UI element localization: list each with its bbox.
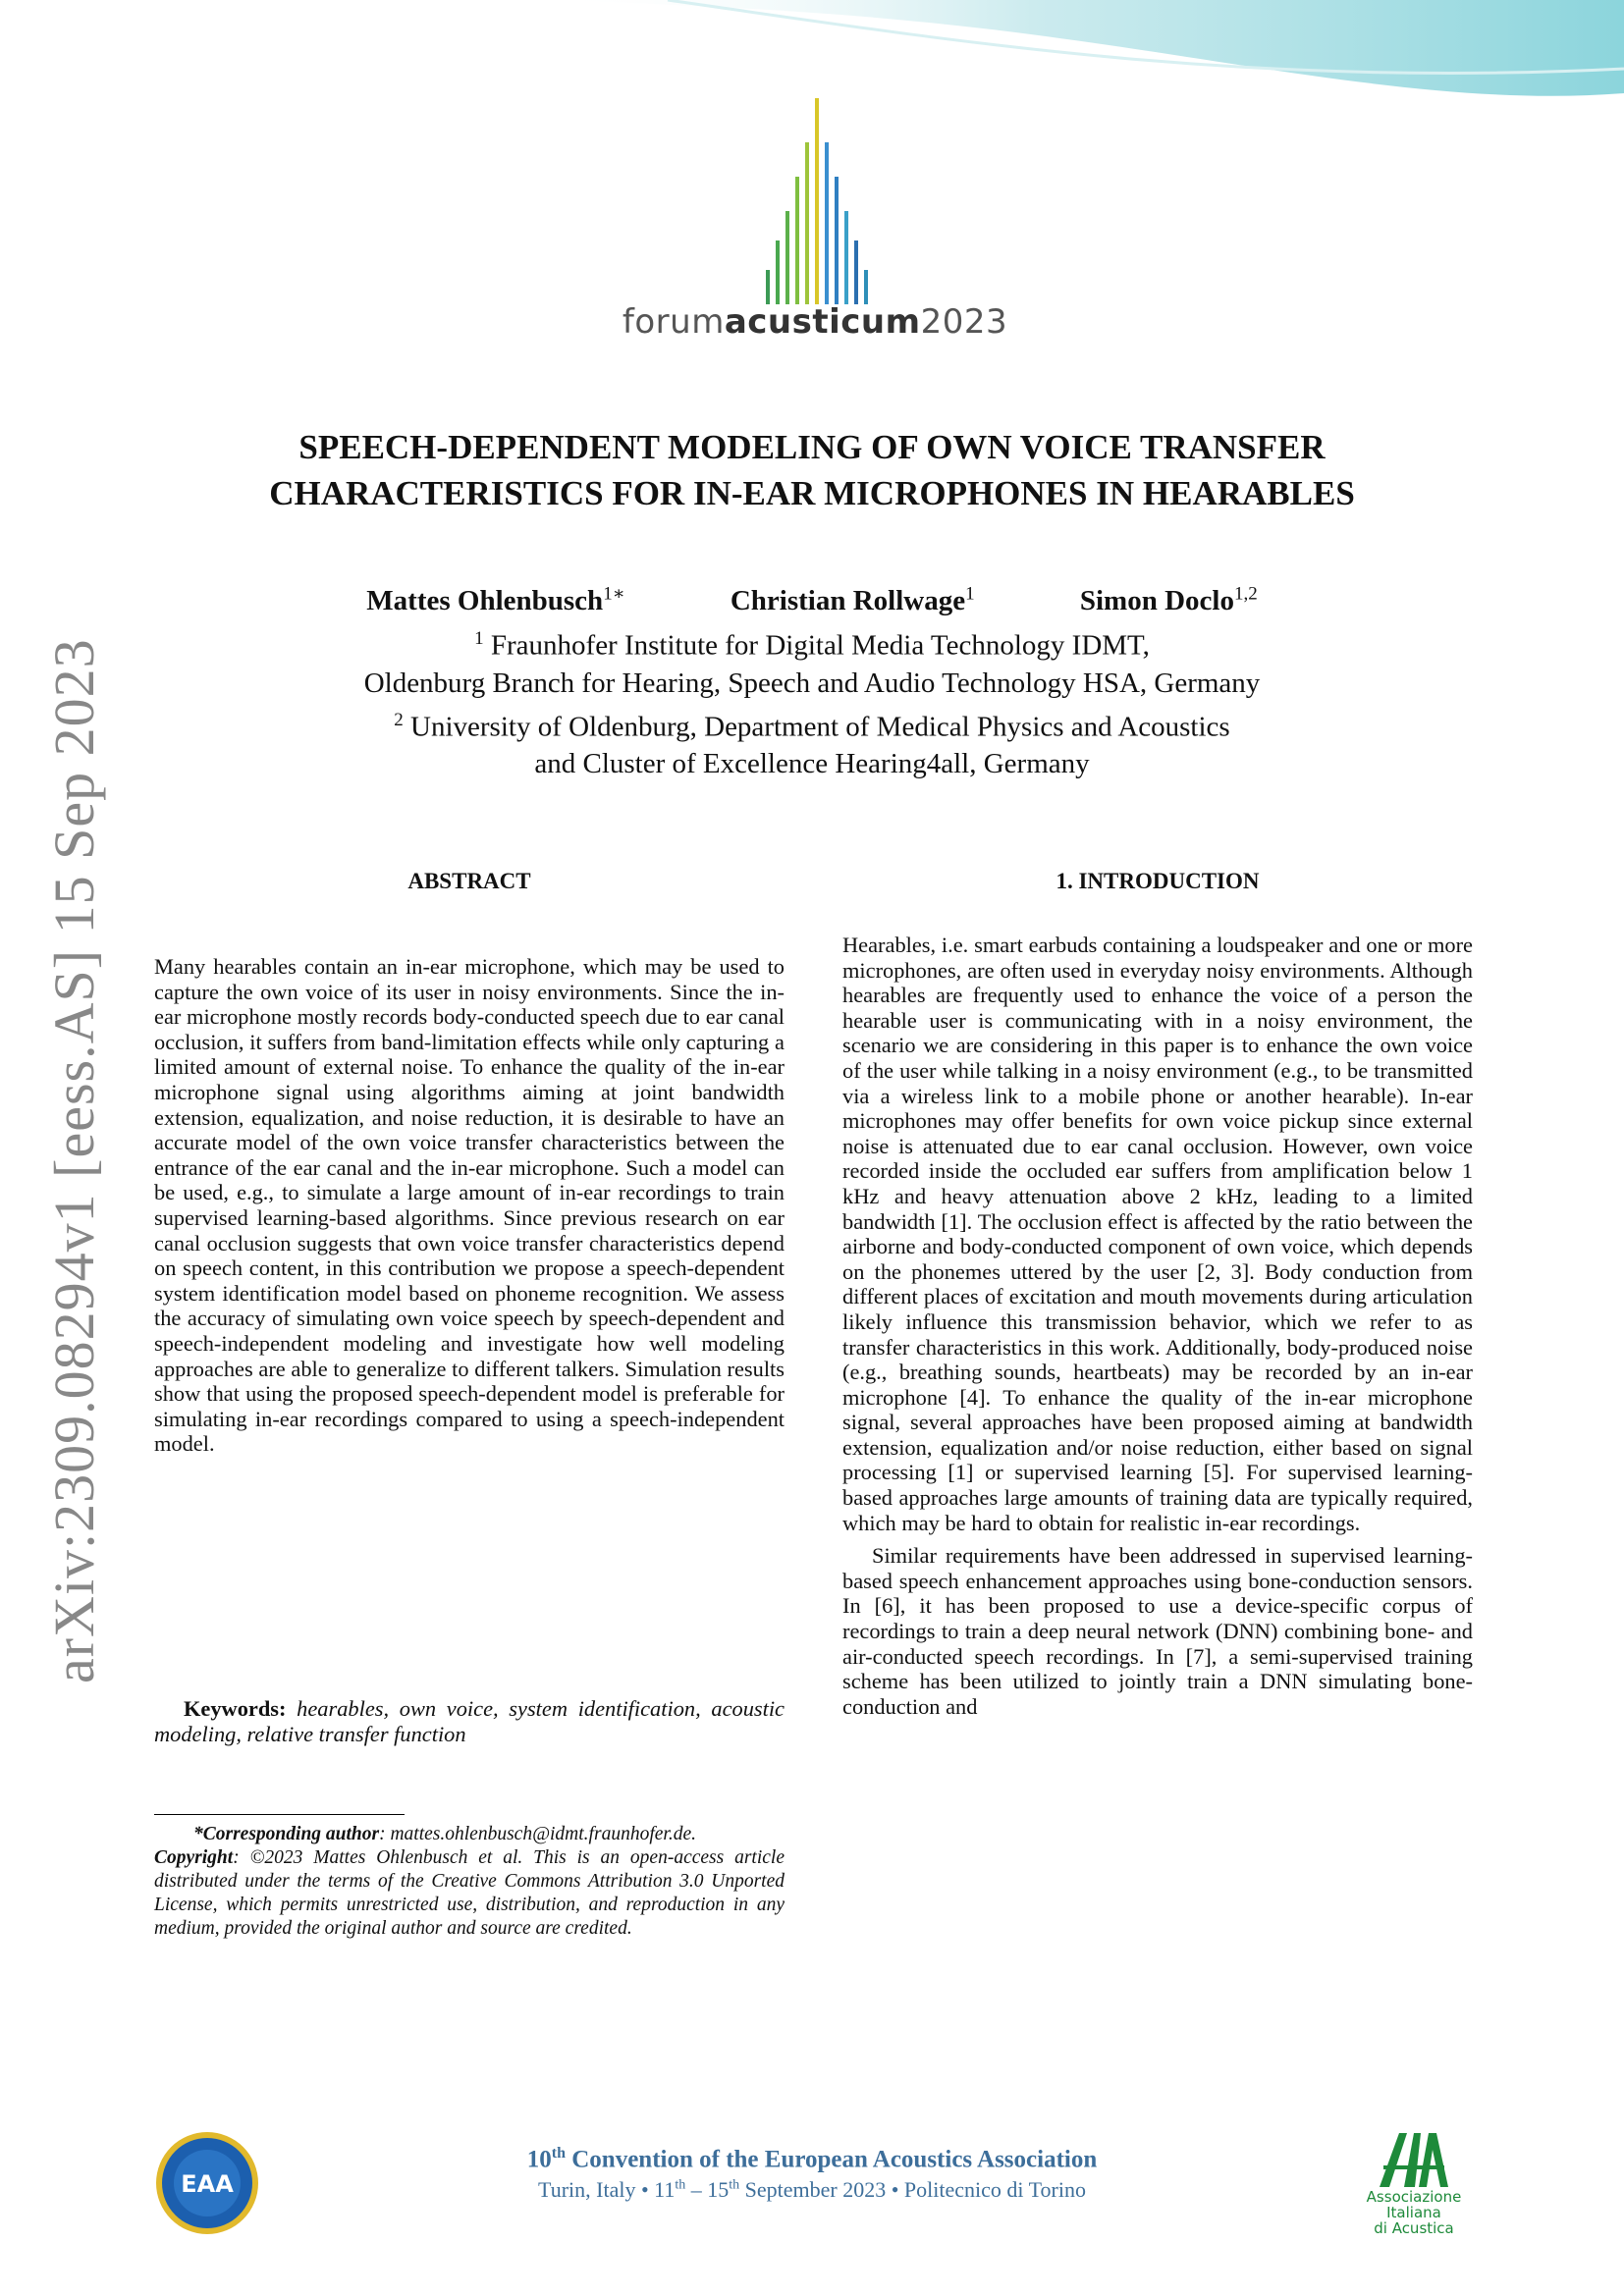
introduction-paragraph-1: Hearables, i.e. smart earbuds containing a loudspeaker and one or more microphones, are often used in everyday noisy environments. Although hearables are frequently used to enhance the voice of a person the hearable user is communicating with in a noisy environment, the scenario we are considering in this paper is to enhance the own voice of the user while talking in a noisy environment (e.g., to be transmitted via a wireless link to a mobile phone or another hearable). In-ear microphones may offer benefits for own voice pickup since external noise is attenuated due to ear canal occlusion. However, own voice recorded inside the occluded ear suffers from amplification below 1 kHz and heavy attenuation above 2 kHz, leading to a limited bandwidth [1]. The occlusion effect is affected by the ratio between the airborne and body-conducted component of own voice, which depends on the phonemes uttered by the user [2, 3]. Body conduction from different places of excitation and mouth movements during articulation likely influence this transmission behavior, which we refer to as transfer characteristics in this work. Additionally, body-produced noise (e.g., breathing sounds, heartbeats) may be recorded by an in-ear microphone [4]. To enhance the quality of the in-ear microphone signal, several approaches have been proposed aiming at bandwidth extension, equalization and/or noise reduction, either based on signal processing [1] or supervised learning [5]. For supervised learning-based approaches large amounts of training data are typically required, which may be hard to obtain for realistic in-ear recordings. — [842, 933, 1473, 1535]
introduction-paragraph-2: Similar requirements have been addressed in supervised learning-based speech enhancement approaches using bone-conduction sensors. In [6], it has been proposed to use a device-specific corpus of recordings to train a deep neural network (DNN) combining bone- and air-conducted speech recordings. In [7], a semi-supervised training scheme has been utilized to jointly train a DNN simulating bone-conduction and — [842, 1543, 1473, 1719]
footnote-author — [154, 1823, 785, 1846]
arxiv-stamp: arXiv:2309.08294v1 [eess.AS] 15 Sep 2023 — [42, 638, 106, 1683]
author-1 — [366, 585, 624, 616]
author-1-sup: 1∗ — [603, 583, 625, 604]
footer-loc-b: – 15 — [685, 2177, 730, 2202]
author-3 — [1080, 585, 1258, 616]
logo-text-year: 2023 — [920, 302, 1008, 342]
affiliation-1-sup: 1 — [474, 628, 484, 649]
eaa-logo-label: EAA — [181, 2170, 234, 2198]
introduction-body — [842, 933, 1473, 1719]
footer-loc-c: September 2023 • Politecnico di Torino — [739, 2177, 1086, 2202]
footer-conv-sup: th — [551, 2145, 566, 2162]
footnote-copyright-text: : ©2023 Mattes Ohlenbusch et al. This is an open-access article distributed under the terms of the Creative Commons Attribution 3.0 Unported License, which permits unrestricted use, distribution, and reproduction in any medium, provided the original author and source are credited. — [154, 1847, 785, 1939]
paper-title — [147, 424, 1477, 516]
affiliation-2-text: University of Oldenburg, Department of Medical Physics and Acoustics — [403, 711, 1230, 743]
author-1-name: Mattes Ohlenbusch — [366, 584, 604, 616]
keywords-label: Keywords: — [184, 1696, 287, 1721]
aia-logo-text — [1345, 2189, 1483, 2236]
introduction-heading: 1. INTRODUCTION — [1056, 869, 1260, 893]
author-3-name: Simon Doclo — [1079, 584, 1234, 616]
author-2-name: Christian Rollwage — [730, 584, 966, 616]
footer-convention — [412, 2145, 1212, 2173]
author-3-sup: 1,2 — [1233, 583, 1258, 604]
abstract-body: Many hearables contain an in-ear microphone, which may be used to capture the own voice of its user in noisy environments. Since the in-ear microphone mostly records body-conducted speech due to ear canal occlusion, it suffers from band-limitation effects while only capturing a limited amount of external noise. To enhance the quality of the in-ear microphone signal using algorithms aiming at joint bandwidth extension, equalization, and noise reduction, it is desirable to have an accurate model of the own voice transfer characteristics between the entrance of the ear canal and the in-ear microphone. Such a model can be used, e.g., to simulate a large amount of in-ear recordings to train supervised learning-based algorithms. Since previous research on ear canal occlusion suggests that own voice transfer characteristics depend on speech content, in this contribution we propose a speech-dependent system identification model based on phoneme recognition. We assess the accuracy of simulating own voice speech by speech-dependent and speech-independent modeling and investigate how well modeling approaches are able to generalize to different talkers. Simulation results show that using the proposed speech-dependent model is preferable for simulating in-ear recordings compared to using a speech-independent model. — [154, 954, 785, 1457]
affiliation-1-line-2: Oldenburg Branch for Hearing, Speech and Audio Technology HSA, Germany — [363, 667, 1261, 699]
author-list — [147, 582, 1477, 617]
aia-line-3: di Acustica — [1374, 2219, 1454, 2237]
footer-loc-a: Turin, Italy • 11 — [538, 2177, 676, 2202]
aia-line-1: Associazione — [1366, 2188, 1462, 2206]
author-2-sup: 1 — [965, 583, 975, 604]
logo-text-forum: forum — [622, 302, 725, 342]
aia-line-2: Italiana — [1386, 2204, 1441, 2221]
footer-location — [412, 2177, 1212, 2203]
affiliations — [147, 620, 1477, 782]
conference-logo-text — [614, 302, 1016, 342]
eaa-logo-icon — [154, 2130, 260, 2236]
footer-conv-num: 10 — [526, 2146, 552, 2173]
footer-loc-sup2: th — [729, 2177, 740, 2193]
keywords — [154, 1696, 785, 1746]
logo-text-acusticum: acusticum — [724, 302, 921, 342]
footer-conv-text: Convention of the European Acoustics Association — [565, 2146, 1098, 2173]
forum-acusticum-logo-icon — [756, 93, 874, 319]
footnote-author-label: *Corresponding author — [193, 1824, 380, 1844]
footnote-author-email: : mattes.ohlenbusch@idmt.fraunhofer.de. — [379, 1824, 696, 1844]
affiliation-1-line-1 — [147, 620, 1477, 665]
footnote-copyright-label: Copyright — [154, 1847, 234, 1868]
affiliation-1-text: Fraunhofer Institute for Digital Media Technology IDMT, — [483, 629, 1150, 662]
affiliation-2-line-1 — [147, 702, 1477, 746]
title-line-2: CHARACTERISTICS FOR IN-EAR MICROPHONES IN HEARABLES — [269, 474, 1355, 512]
footer-loc-sup1: th — [675, 2177, 686, 2193]
keywords-text: hearables, own voice, system identification, acoustic modeling, relative transfer function — [154, 1696, 785, 1746]
author-2 — [731, 585, 975, 616]
affiliation-2-line-2: and Cluster of Excellence Hearing4all, Germany — [534, 748, 1090, 780]
footnote — [154, 1823, 785, 1941]
footnote-rule — [154, 1814, 405, 1815]
abstract-heading: ABSTRACT — [407, 869, 531, 893]
affiliation-2-sup: 2 — [394, 709, 404, 730]
header-wave-decoration — [550, 0, 1624, 118]
title-line-1: SPEECH-DEPENDENT MODELING OF OWN VOICE TRANSFER — [298, 428, 1326, 466]
